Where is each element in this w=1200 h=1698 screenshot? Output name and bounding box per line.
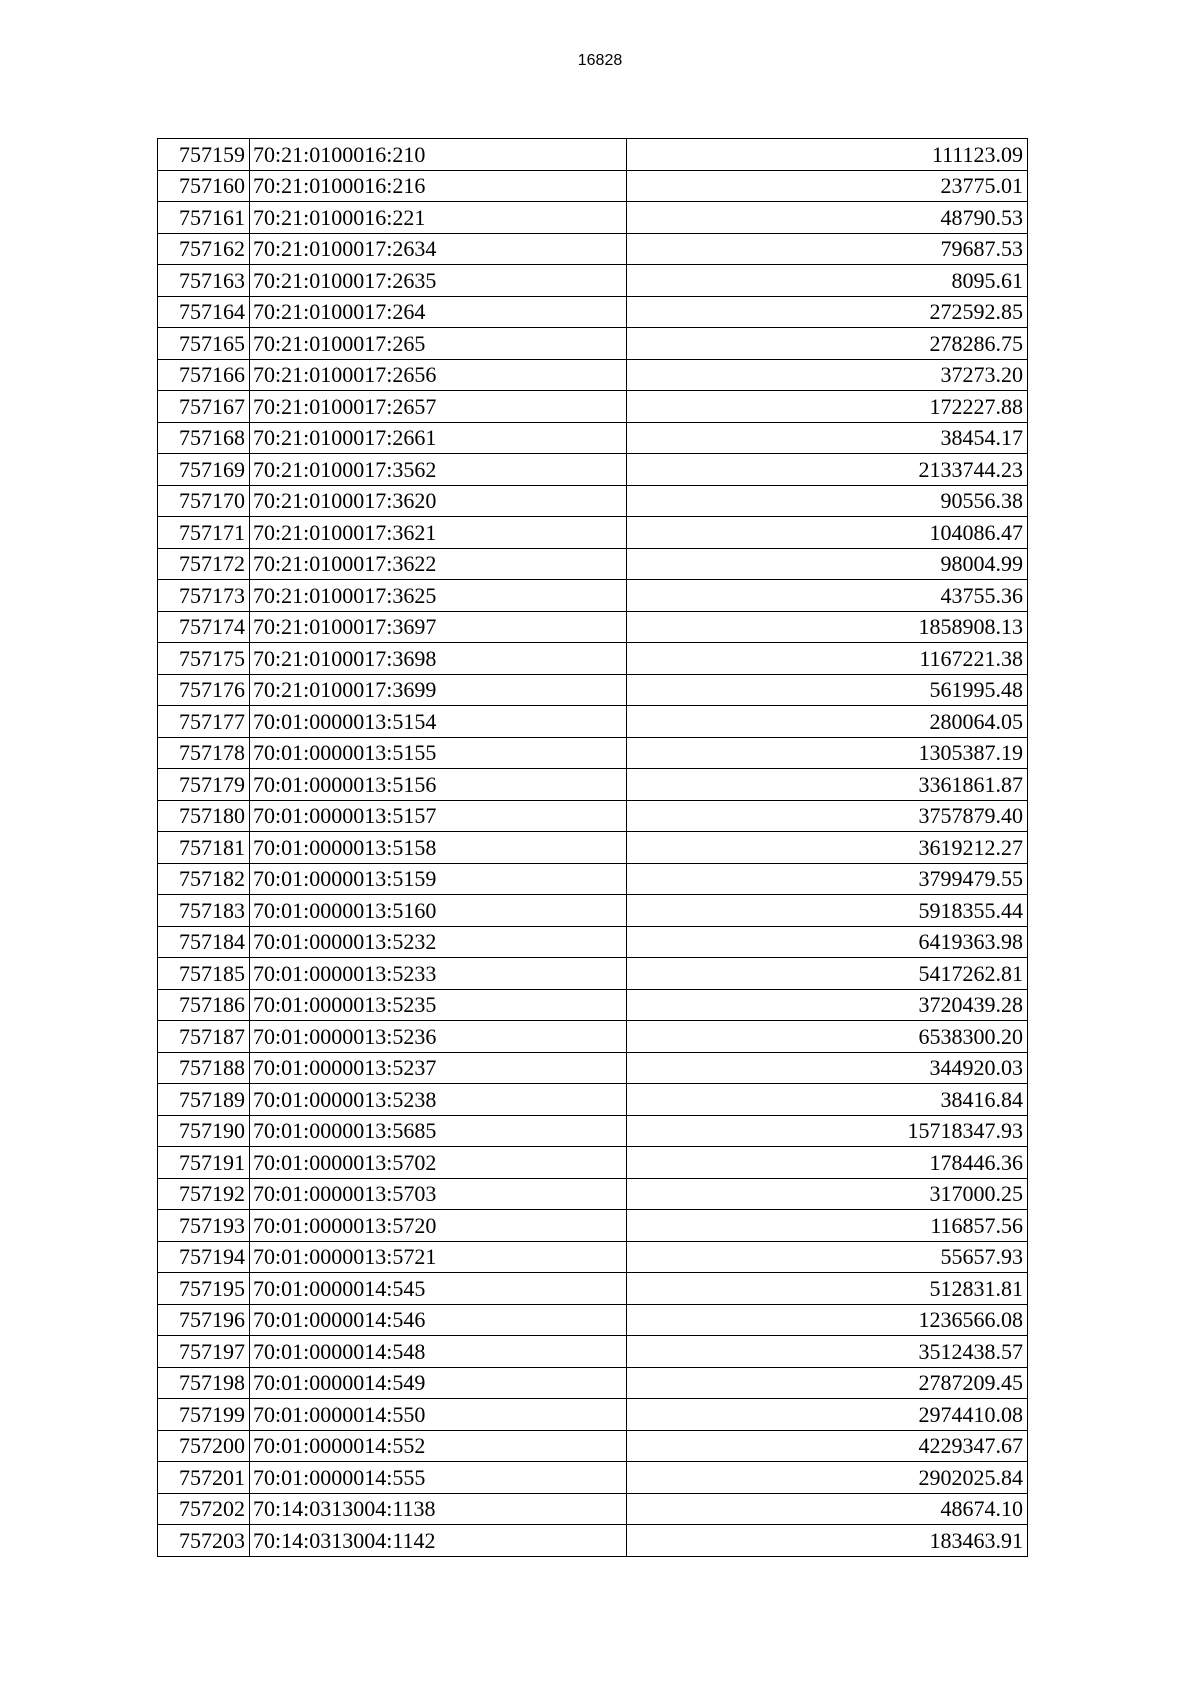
row-number-cell: 757182 [158, 863, 250, 895]
cadastral-number-cell: 70:21:0100017:2634 [250, 233, 627, 265]
table-row [158, 737, 1028, 769]
row-number-cell: 757177 [158, 706, 250, 738]
table-row [158, 1304, 1028, 1336]
table-row [158, 1052, 1028, 1084]
cadastral-number-cell: 70:01:0000013:5233 [250, 958, 627, 990]
cadastral-number-cell: 70:21:0100017:3698 [250, 643, 627, 675]
table-row [158, 1430, 1028, 1462]
table-row [158, 202, 1028, 234]
cadastral-number-cell: 70:01:0000013:5159 [250, 863, 627, 895]
row-number-cell: 757180 [158, 800, 250, 832]
cadastral-number-cell: 70:01:0000014:546 [250, 1304, 627, 1336]
table-row [158, 454, 1028, 486]
table-row [158, 1115, 1028, 1147]
table-row [158, 643, 1028, 675]
cadastral-value-cell: 3799479.55 [627, 863, 1028, 895]
cadastral-number-cell: 70:01:0000013:5155 [250, 737, 627, 769]
cadastral-number-cell: 70:01:0000013:5158 [250, 832, 627, 864]
row-number-cell: 757195 [158, 1273, 250, 1305]
cadastral-number-cell: 70:01:0000013:5235 [250, 989, 627, 1021]
table-row [158, 422, 1028, 454]
table-row [158, 170, 1028, 202]
row-number-cell: 757169 [158, 454, 250, 486]
cadastral-number-cell: 70:21:0100017:3562 [250, 454, 627, 486]
row-number-cell: 757200 [158, 1430, 250, 1462]
cadastral-value-cell: 6538300.20 [627, 1021, 1028, 1053]
row-number-cell: 757172 [158, 548, 250, 580]
cadastral-number-cell: 70:21:0100017:2657 [250, 391, 627, 423]
cadastral-value-cell: 104086.47 [627, 517, 1028, 549]
row-number-cell: 757159 [158, 139, 250, 171]
row-number-cell: 757178 [158, 737, 250, 769]
cadastral-value-cell: 2902025.84 [627, 1462, 1028, 1494]
table-row [158, 863, 1028, 895]
table-row [158, 989, 1028, 1021]
cadastral-value-cell: 344920.03 [627, 1052, 1028, 1084]
table-row [158, 1525, 1028, 1557]
cadastral-number-cell: 70:01:0000013:5160 [250, 895, 627, 927]
cadastral-number-cell: 70:01:0000013:5720 [250, 1210, 627, 1242]
row-number-cell: 757162 [158, 233, 250, 265]
row-number-cell: 757191 [158, 1147, 250, 1179]
table-row [158, 706, 1028, 738]
cadastral-value-cell: 48674.10 [627, 1493, 1028, 1525]
row-number-cell: 757187 [158, 1021, 250, 1053]
cadastral-value-cell: 172227.88 [627, 391, 1028, 423]
table-row [158, 800, 1028, 832]
cadastral-number-cell: 70:21:0100017:2656 [250, 359, 627, 391]
cadastral-value-cell: 23775.01 [627, 170, 1028, 202]
table-row [158, 580, 1028, 612]
table-row [158, 1336, 1028, 1368]
cadastral-value-cell: 3720439.28 [627, 989, 1028, 1021]
row-number-cell: 757201 [158, 1462, 250, 1494]
cadastral-number-cell: 70:14:0313004:1138 [250, 1493, 627, 1525]
cadastral-number-cell: 70:01:0000014:550 [250, 1399, 627, 1431]
table-row [158, 674, 1028, 706]
row-number-cell: 757197 [158, 1336, 250, 1368]
row-number-cell: 757166 [158, 359, 250, 391]
cadastral-number-cell: 70:21:0100017:264 [250, 296, 627, 328]
row-number-cell: 757190 [158, 1115, 250, 1147]
row-number-cell: 757202 [158, 1493, 250, 1525]
table-row [158, 1178, 1028, 1210]
cadastral-value-cell: 2133744.23 [627, 454, 1028, 486]
cadastral-number-cell: 70:01:0000013:5685 [250, 1115, 627, 1147]
row-number-cell: 757161 [158, 202, 250, 234]
cadastral-number-cell: 70:01:0000014:545 [250, 1273, 627, 1305]
row-number-cell: 757181 [158, 832, 250, 864]
cadastral-number-cell: 70:21:0100017:2635 [250, 265, 627, 297]
row-number-cell: 757165 [158, 328, 250, 360]
cadastral-value-cell: 48790.53 [627, 202, 1028, 234]
cadastral-number-cell: 70:01:0000014:555 [250, 1462, 627, 1494]
cadastral-value-cell: 116857.56 [627, 1210, 1028, 1242]
table-row [158, 139, 1028, 171]
table-row [158, 832, 1028, 864]
table-row [158, 1273, 1028, 1305]
cadastral-number-cell: 70:01:0000013:5238 [250, 1084, 627, 1116]
cadastral-number-cell: 70:01:0000013:5154 [250, 706, 627, 738]
row-number-cell: 757189 [158, 1084, 250, 1116]
cadastral-value-cell: 2974410.08 [627, 1399, 1028, 1431]
cadastral-value-cell: 1305387.19 [627, 737, 1028, 769]
table-row [158, 548, 1028, 580]
cadastral-value-cell: 1167221.38 [627, 643, 1028, 675]
cadastral-number-cell: 70:14:0313004:1142 [250, 1525, 627, 1557]
cadastral-value-table [157, 138, 1028, 1557]
cadastral-value-cell: 38454.17 [627, 422, 1028, 454]
cadastral-value-cell: 3361861.87 [627, 769, 1028, 801]
cadastral-value-cell: 3757879.40 [627, 800, 1028, 832]
row-number-cell: 757164 [158, 296, 250, 328]
cadastral-value-cell: 1236566.08 [627, 1304, 1028, 1336]
cadastral-value-cell: 3619212.27 [627, 832, 1028, 864]
cadastral-number-cell: 70:01:0000013:5157 [250, 800, 627, 832]
table-row [158, 233, 1028, 265]
row-number-cell: 757199 [158, 1399, 250, 1431]
row-number-cell: 757188 [158, 1052, 250, 1084]
cadastral-value-cell: 38416.84 [627, 1084, 1028, 1116]
row-number-cell: 757173 [158, 580, 250, 612]
row-number-cell: 757194 [158, 1241, 250, 1273]
cadastral-value-cell: 37273.20 [627, 359, 1028, 391]
table-row [158, 1399, 1028, 1431]
table-body [158, 139, 1028, 1557]
cadastral-value-cell: 178446.36 [627, 1147, 1028, 1179]
row-number-cell: 757186 [158, 989, 250, 1021]
cadastral-number-cell: 70:21:0100017:3697 [250, 611, 627, 643]
table-row [158, 517, 1028, 549]
row-number-cell: 757185 [158, 958, 250, 990]
cadastral-number-cell: 70:21:0100017:3622 [250, 548, 627, 580]
cadastral-number-cell: 70:21:0100017:265 [250, 328, 627, 360]
row-number-cell: 757170 [158, 485, 250, 517]
cadastral-number-cell: 70:21:0100017:3621 [250, 517, 627, 549]
cadastral-number-cell: 70:01:0000013:5237 [250, 1052, 627, 1084]
cadastral-number-cell: 70:21:0100016:216 [250, 170, 627, 202]
row-number-cell: 757193 [158, 1210, 250, 1242]
cadastral-number-cell: 70:01:0000013:5721 [250, 1241, 627, 1273]
cadastral-value-cell: 183463.91 [627, 1525, 1028, 1557]
table-row [158, 296, 1028, 328]
row-number-cell: 757160 [158, 170, 250, 202]
cadastral-value-cell: 317000.25 [627, 1178, 1028, 1210]
row-number-cell: 757176 [158, 674, 250, 706]
table-row [158, 769, 1028, 801]
cadastral-value-cell: 43755.36 [627, 580, 1028, 612]
cadastral-number-cell: 70:21:0100017:2661 [250, 422, 627, 454]
table-row [158, 1084, 1028, 1116]
row-number-cell: 757183 [158, 895, 250, 927]
cadastral-value-cell: 15718347.93 [627, 1115, 1028, 1147]
cadastral-value-cell: 98004.99 [627, 548, 1028, 580]
cadastral-value-cell: 6419363.98 [627, 926, 1028, 958]
table-row [158, 1493, 1028, 1525]
cadastral-value-cell: 79687.53 [627, 233, 1028, 265]
cadastral-value-cell: 561995.48 [627, 674, 1028, 706]
table-row [158, 328, 1028, 360]
cadastral-value-cell: 3512438.57 [627, 1336, 1028, 1368]
row-number-cell: 757184 [158, 926, 250, 958]
cadastral-number-cell: 70:01:0000014:552 [250, 1430, 627, 1462]
table-row [158, 265, 1028, 297]
table-row [158, 1021, 1028, 1053]
row-number-cell: 757192 [158, 1178, 250, 1210]
cadastral-value-cell: 4229347.67 [627, 1430, 1028, 1462]
cadastral-value-cell: 2787209.45 [627, 1367, 1028, 1399]
cadastral-number-cell: 70:01:0000013:5702 [250, 1147, 627, 1179]
cadastral-value-cell: 55657.93 [627, 1241, 1028, 1273]
cadastral-value-cell: 90556.38 [627, 485, 1028, 517]
page-number: 16828 [577, 52, 623, 69]
table-row [158, 1241, 1028, 1273]
cadastral-number-cell: 70:21:0100016:221 [250, 202, 627, 234]
table-row [158, 611, 1028, 643]
table-row [158, 1210, 1028, 1242]
row-number-cell: 757167 [158, 391, 250, 423]
cadastral-number-cell: 70:01:0000014:548 [250, 1336, 627, 1368]
row-number-cell: 757196 [158, 1304, 250, 1336]
cadastral-number-cell: 70:01:0000014:549 [250, 1367, 627, 1399]
table-row [158, 391, 1028, 423]
cadastral-number-cell: 70:01:0000013:5703 [250, 1178, 627, 1210]
cadastral-number-cell: 70:01:0000013:5156 [250, 769, 627, 801]
cadastral-number-cell: 70:21:0100017:3699 [250, 674, 627, 706]
row-number-cell: 757175 [158, 643, 250, 675]
row-number-cell: 757179 [158, 769, 250, 801]
table-row [158, 1147, 1028, 1179]
row-number-cell: 757168 [158, 422, 250, 454]
cadastral-number-cell: 70:21:0100017:3625 [250, 580, 627, 612]
cadastral-value-cell: 8095.61 [627, 265, 1028, 297]
cadastral-value-cell: 278286.75 [627, 328, 1028, 360]
table-row [158, 1462, 1028, 1494]
table-row [158, 1367, 1028, 1399]
table-row [158, 359, 1028, 391]
cadastral-value-cell: 272592.85 [627, 296, 1028, 328]
row-number-cell: 757174 [158, 611, 250, 643]
row-number-cell: 757171 [158, 517, 250, 549]
table-row [158, 958, 1028, 990]
cadastral-value-cell: 512831.81 [627, 1273, 1028, 1305]
row-number-cell: 757163 [158, 265, 250, 297]
row-number-cell: 757203 [158, 1525, 250, 1557]
cadastral-value-cell: 111123.09 [627, 139, 1028, 171]
cadastral-number-cell: 70:21:0100017:3620 [250, 485, 627, 517]
cadastral-value-cell: 280064.05 [627, 706, 1028, 738]
cadastral-number-cell: 70:21:0100016:210 [250, 139, 627, 171]
row-number-cell: 757198 [158, 1367, 250, 1399]
table-row [158, 926, 1028, 958]
cadastral-value-cell: 1858908.13 [627, 611, 1028, 643]
cadastral-value-cell: 5417262.81 [627, 958, 1028, 990]
table-row [158, 485, 1028, 517]
table-row [158, 895, 1028, 927]
cadastral-value-cell: 5918355.44 [627, 895, 1028, 927]
cadastral-number-cell: 70:01:0000013:5236 [250, 1021, 627, 1053]
cadastral-number-cell: 70:01:0000013:5232 [250, 926, 627, 958]
